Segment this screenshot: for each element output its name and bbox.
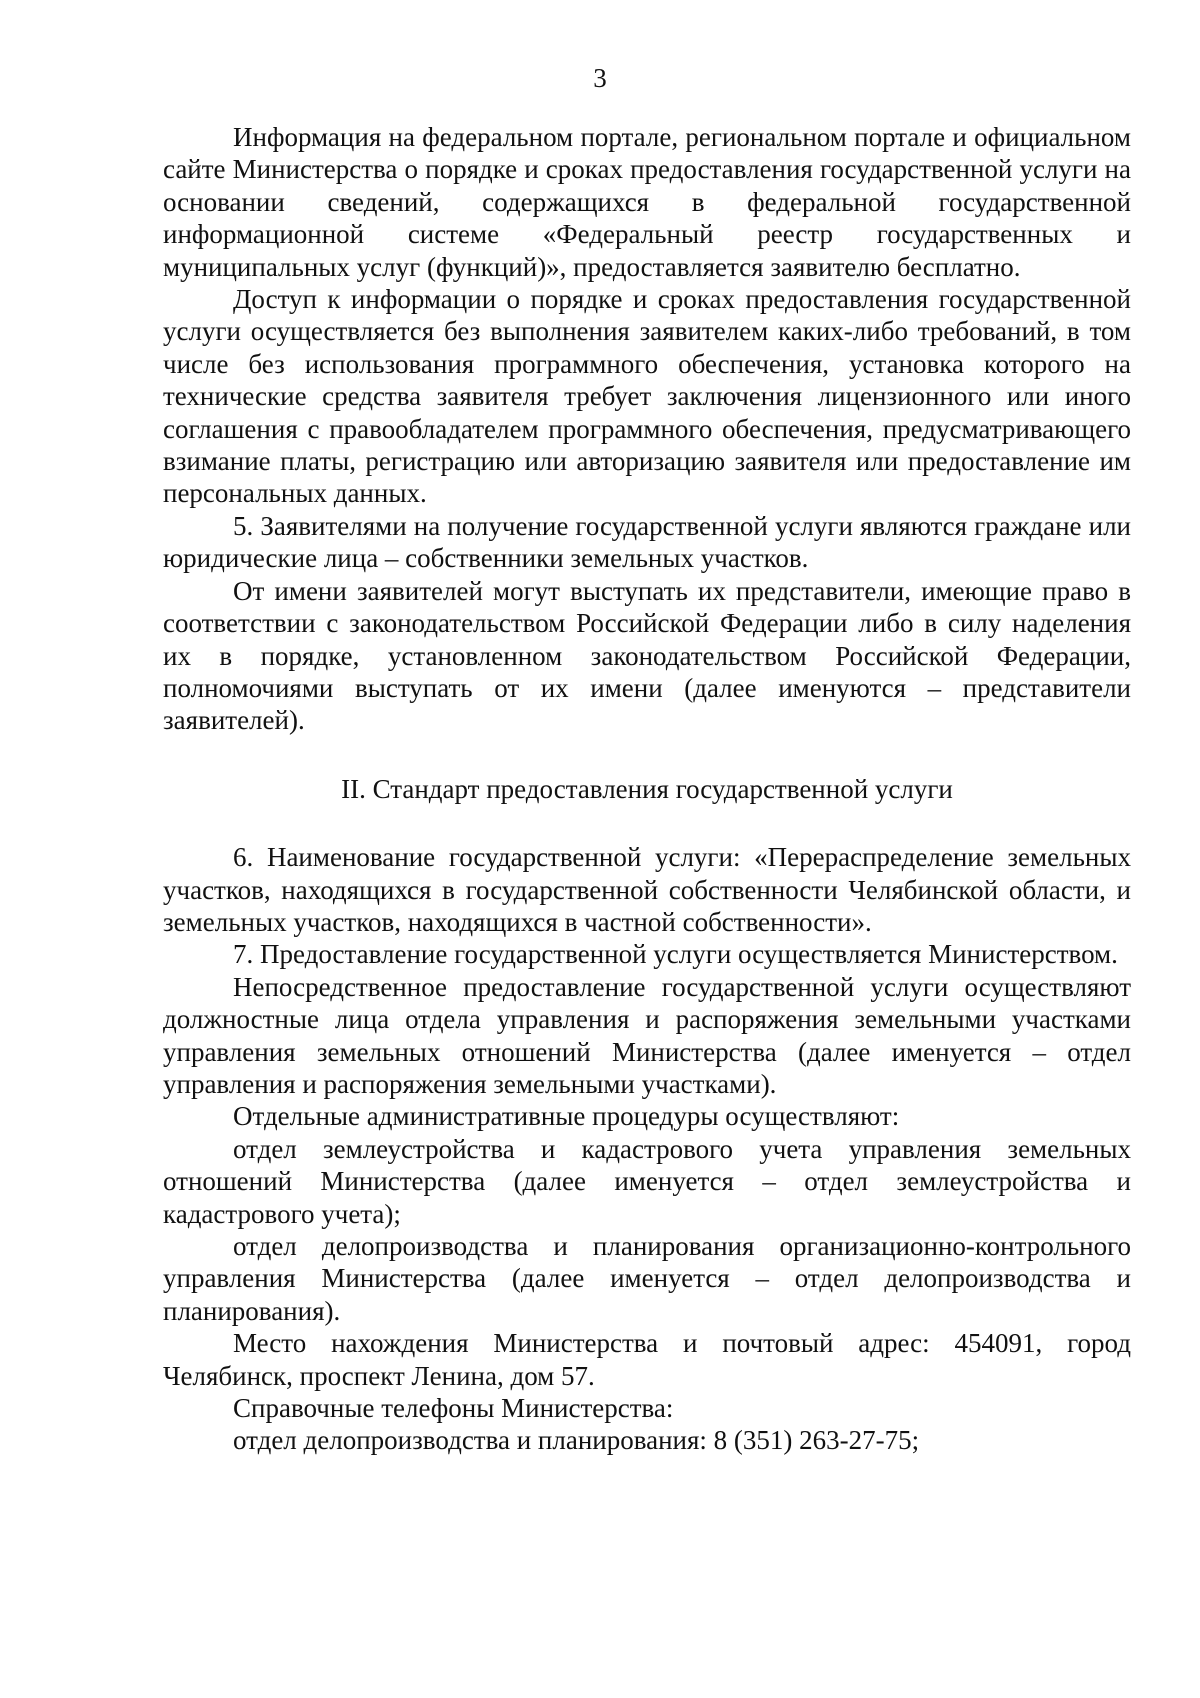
paragraph-service-name: 6. Наименование государственной услуги: «Перераспределение земельных участков, находящихся в государственной собственности Челябинской области, и земельных участков, находящихся в частной собственности». bbox=[163, 842, 1131, 937]
page-number: 3 bbox=[593, 63, 607, 93]
paragraph-land-survey-department: отдел землеустройства и кадастрового учета управления земельных отношений Министерства (далее именуется – отдел землеустройства и кадастрового учета); bbox=[163, 1133, 1131, 1229]
section-heading: II. Стандарт предоставления государственной услуги bbox=[341, 773, 953, 804]
paragraph-direct-provision: Непосредственное предоставление государственной услуги осуществляют должностные лица отдела управления и распоряжения земельными участками управления земельных отношений Министерства (далее именуется – отдел управления и распоряжения земельными участками). bbox=[163, 971, 1131, 1099]
paragraph-info-free-access: Информация на федеральном портале, региональном портале и официальном сайте Министерства о порядке и сроках предоставления государственной услуги на основании сведений, содержащихся в федеральной государственной информационной системе «Федеральный реестр государственных и муниципальных услуг (функций)», предоставляется заявителю бесплатно. bbox=[163, 122, 1131, 282]
paragraph-records-department: отдел делопроизводства и планирования организационно-контрольного управления Министерства (далее именуется – отдел делопроизводства и планирования). bbox=[163, 1231, 1131, 1326]
document-body bbox=[163, 121, 1131, 1457]
paragraph-ministry-address: Место нахождения Министерства и почтовый адрес: 454091, город Челябинск, проспект Ленина, дом 57. bbox=[163, 1328, 1131, 1391]
paragraph-applicants: 5. Заявителями на получение государственной услуги являются граждане или юридические лица – собственники земельных участков. bbox=[163, 510, 1131, 574]
paragraph-service-provider: 7. Предоставление государственной услуги осуществляется Министерством. bbox=[233, 939, 1118, 970]
paragraph-reference-phones: Справочные телефоны Министерства: bbox=[233, 1393, 674, 1424]
paragraph-access-requirements: Доступ к информации о порядке и сроках предоставления государственной услуги осуществляется без выполнения заявителем каких-либо требований, в том числе без использования программного обеспечения, установка которого на технические средства заявителя требует заключения лицензионного или иного соглашения с правообладателем программного обеспечения, предусматривающего взимание платы, регистрацию или авторизацию заявителя или предоставление им персональных данных. bbox=[163, 284, 1131, 509]
paragraph-records-phone: отдел делопроизводства и планирования: 8 (351) 263-27-75; bbox=[233, 1425, 920, 1456]
paragraph-representatives: От имени заявителей могут выступать их представители, имеющие право в соответствии с законодательством Российской Федерации либо в силу наделения их в порядке, установленном законодательством Российской Федерации, полномочиями выступать от их имени (далее именуются – представители заявителей). bbox=[163, 575, 1131, 736]
paragraph-separate-procedures: Отдельные административные процедуры осуществляют: bbox=[233, 1101, 900, 1132]
